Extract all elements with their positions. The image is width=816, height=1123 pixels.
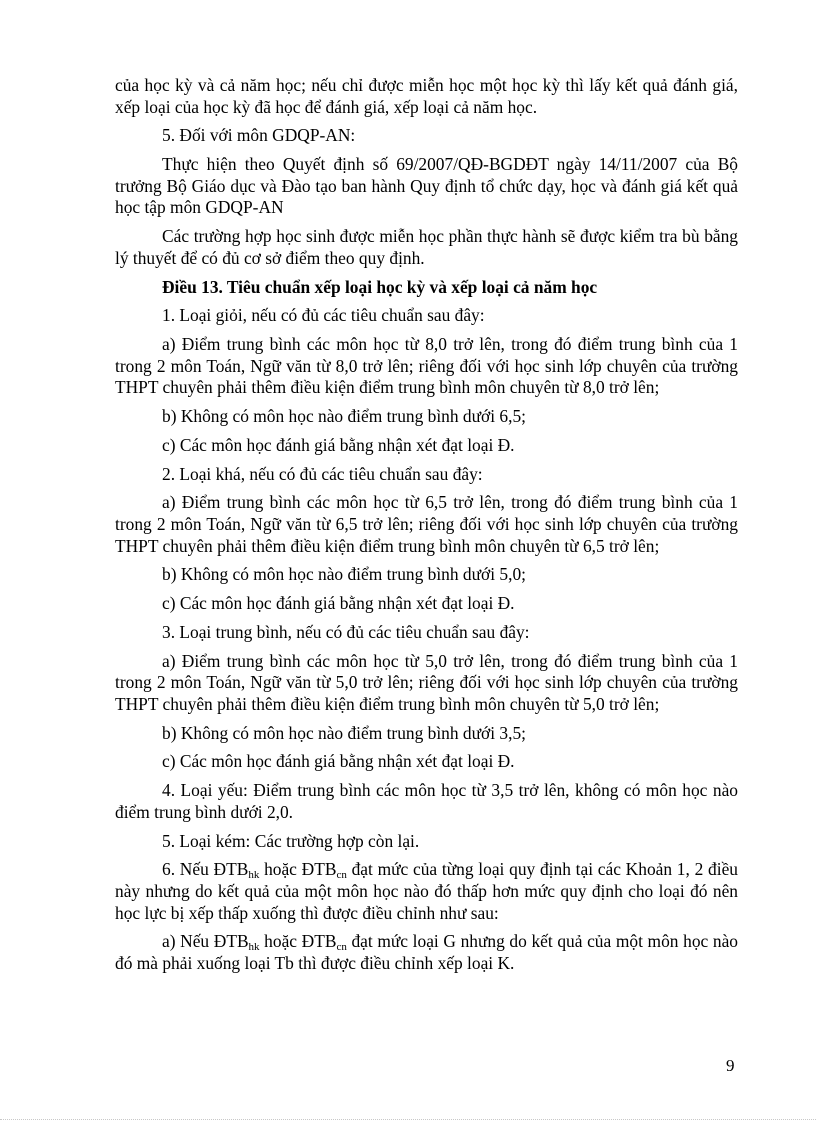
- adjustment-text-2: hoặc ĐTB: [259, 859, 337, 880]
- page-number: 9: [726, 1056, 735, 1075]
- adjustment-a-text-2: hoặc ĐTB: [259, 931, 337, 952]
- adjustment-sub-cn: cn: [336, 869, 347, 882]
- adjustment-text-3: đạt mức của từng loại quy định tại các Khoản 1, 2 điều này nhưng do kết quả của một môn học nào đó thấp hơn mức quy định cho loại đó nên học lực bị xếp thấp xuống thì được điều chỉnh như sau:: [115, 859, 738, 923]
- page-bottom-edge: [0, 1119, 816, 1120]
- paragraph-gioi-b: b) Không có môn học nào điểm trung bình dưới 6,5;: [162, 406, 526, 427]
- paragraph-trung-binh-c: c) Các môn học đánh giá bằng nhận xét đạt loại Đ.: [162, 751, 515, 772]
- paragraph-adjustment: [115, 859, 738, 924]
- paragraph-continuation: của học kỳ và cả năm học; nếu chỉ được miễn học một học kỳ thì lấy kết quả đánh giá, xếp loại của học kỳ đã học để đánh giá, xếp loại cả năm học.: [115, 75, 738, 117]
- paragraph-gdqp-decision: Thực hiện theo Quyết định số 69/2007/QĐ-BGDĐT ngày 14/11/2007 của Bộ trưởng Bộ Giáo dục và Đào tạo ban hành Quy định tổ chức dạy, học và đánh giá kết quả học tập môn GDQP-AN: [115, 154, 738, 218]
- paragraph-trung-binh-b: b) Không có môn học nào điểm trung bình dưới 3,5;: [162, 722, 526, 743]
- paragraph-gioi-intro: 1. Loại giỏi, nếu có đủ các tiêu chuẩn sau đây:: [162, 305, 485, 326]
- adjustment-a-text-1: a) Nếu ĐTB: [162, 931, 249, 952]
- article-13-heading: Điều 13. Tiêu chuẩn xếp loại học kỳ và xếp loại cả năm học: [162, 276, 598, 297]
- document-body: [115, 75, 738, 982]
- adjustment-a-text-3: đạt mức loại G nhưng do kết quả của một môn học nào đó mà phải xuống loại Tb thì được điều chỉnh xếp loại K.: [115, 931, 738, 973]
- paragraph-gdqp-exemption: Các trường hợp học sinh được miễn học phần thực hành sẽ được kiểm tra bù bằng lý thuyết để có đủ cơ sở điểm theo quy định.: [115, 226, 738, 268]
- adjustment-a-sub-hk: hk: [248, 941, 260, 954]
- paragraph-adjustment-a: [115, 931, 738, 974]
- adjustment-a-sub-cn: cn: [336, 941, 347, 954]
- paragraph-kha-c: c) Các môn học đánh giá bằng nhận xét đạt loại Đ.: [162, 593, 515, 614]
- paragraph-trung-binh-a: a) Điểm trung bình các môn học từ 5,0 trở lên, trong đó điểm trung bình của 1 trong 2 môn Toán, Ngữ văn từ 5,0 trở lên; riêng đối với học sinh lớp chuyên của trường THPT chuyên phải thêm điều kiện điểm trung bình môn chuyên từ 5,0 trở lên;: [115, 650, 738, 714]
- paragraph-kha-a: a) Điểm trung bình các môn học từ 6,5 trở lên, trong đó điểm trung bình của 1 trong 2 môn Toán, Ngữ văn từ 6,5 trở lên; riêng đối với học sinh lớp chuyên của trường THPT chuyên phải thêm điều kiện điểm trung bình môn chuyên từ 6,5 trở lên;: [115, 492, 738, 556]
- paragraph-gioi-a: a) Điểm trung bình các môn học từ 8,0 trở lên, trong đó điểm trung bình của 1 trong 2 môn Toán, Ngữ văn từ 8,0 trở lên; riêng đối với học sinh lớp chuyên của trường THPT chuyên phải thêm điều kiện điểm trung bình môn chuyên từ 8,0 trở lên;: [115, 334, 738, 398]
- paragraph-gioi-c: c) Các môn học đánh giá bằng nhận xét đạt loại Đ.: [162, 434, 515, 455]
- paragraph-yeu: 4. Loại yếu: Điểm trung bình các môn học từ 3,5 trở lên, không có môn học nào điểm trung bình dưới 2,0.: [115, 780, 738, 822]
- paragraph-trung-binh-intro: 3. Loại trung bình, nếu có đủ các tiêu chuẩn sau đây:: [162, 621, 530, 642]
- paragraph-kha-b: b) Không có môn học nào điểm trung bình dưới 5,0;: [162, 564, 526, 585]
- paragraph-kem: 5. Loại kém: Các trường hợp còn lại.: [162, 830, 420, 851]
- paragraph-gdqp-heading: 5. Đối với môn GDQP-AN:: [162, 125, 356, 146]
- adjustment-sub-hk: hk: [248, 869, 260, 882]
- adjustment-text-1: 6. Nếu ĐTB: [162, 859, 249, 880]
- paragraph-kha-intro: 2. Loại khá, nếu có đủ các tiêu chuẩn sau đây:: [162, 463, 483, 484]
